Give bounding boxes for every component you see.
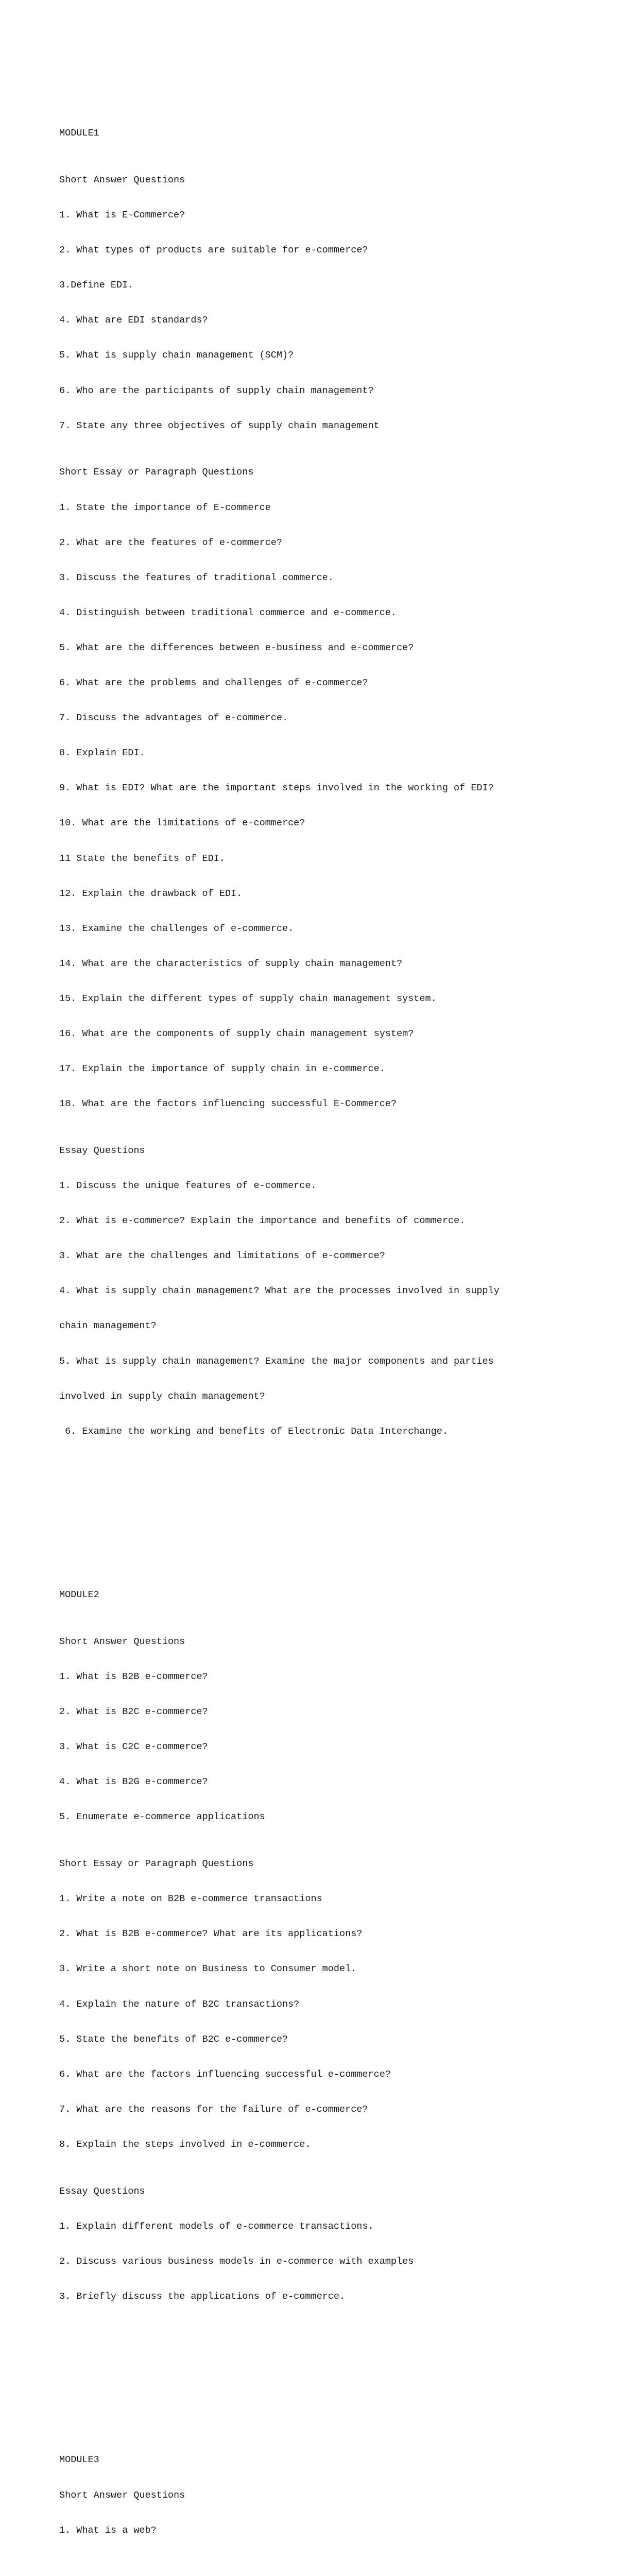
question: 1. What is a web? <box>59 2524 157 2536</box>
question: 3. What is C2C e-commerce? <box>59 1741 208 1753</box>
question: 5. Enumerate e-commerce applications <box>59 1811 265 1823</box>
question: 8. Explain EDI. <box>59 748 145 759</box>
question: 2. What is B2C e-commerce? <box>59 1706 208 1718</box>
section-heading: Essay Questions <box>59 1145 145 1156</box>
module-spacer <box>59 1496 574 1519</box>
question: 11 State the benefits of EDI. <box>59 853 225 864</box>
question: 4. Explain the nature of B2C transactions? <box>59 1998 300 2010</box>
question: 2. What is e-commerce? Explain the importance and benefits of commerce. <box>59 1215 466 1227</box>
question: 3. What are the challenges and limitations of e-commerce? <box>59 1250 385 1262</box>
question: 3. Write a short note on Business to Consumer model. <box>59 1963 357 1975</box>
question: 18. What are the factors influencing successful E-Commerce? <box>59 1098 397 1110</box>
module-title: MODULE3 <box>59 2454 99 2466</box>
question: 1. Explain different models of e-commerce transactions. <box>59 2221 374 2232</box>
question: 3. Discuss the features of traditional commerce. <box>59 572 334 583</box>
question: 1. What is B2B e-commerce? <box>59 1671 208 1683</box>
question: 2. What is B2B e-commerce? What are its applications? <box>59 1928 363 1940</box>
question: 3. Briefly discuss the applications of e-commerce. <box>59 2291 346 2302</box>
question: 6. Examine the working and benefits of Electronic Data Interchange. <box>59 1426 448 1437</box>
question: 3.Define EDI. <box>59 280 134 291</box>
module-3 <box>59 2431 574 2560</box>
section-heading: Short Answer Questions <box>59 175 185 186</box>
question: 1. State the importance of E-commerce <box>59 502 271 513</box>
question: 13. Examine the challenges of e-commerce. <box>59 923 294 934</box>
question: 4. What are EDI standards? <box>59 315 208 326</box>
section-heading: Short Essay or Paragraph Questions <box>59 467 254 478</box>
module-title: MODULE2 <box>59 1589 99 1601</box>
question: 2. What types of products are suitable for e-commerce? <box>59 245 368 256</box>
question: 1. What is E-Commerce? <box>59 210 185 221</box>
question: 10. What are the limitations of e-commerce? <box>59 818 305 829</box>
section-heading: Essay Questions <box>59 2185 145 2197</box>
question: 4. What is B2G e-commerce? <box>59 1776 208 1788</box>
section-heading: Short Answer Questions <box>59 1636 185 1647</box>
question: 4. What is supply chain management? What are the processes involved in supply <box>59 1285 500 1297</box>
module-spacer <box>59 2361 574 2384</box>
section-heading: Short Essay or Paragraph Questions <box>59 1858 254 1870</box>
question: 4. Distinguish between traditional commerce and e-commerce. <box>59 607 397 618</box>
module-1 <box>59 105 574 1461</box>
question: 5. State the benefits of B2C e-commerce? <box>59 2033 288 2045</box>
question: 5. What is supply chain management (SCM)? <box>59 350 294 361</box>
question: 6. Who are the participants of supply chain management? <box>59 385 374 396</box>
question: 7. Discuss the advantages of e-commerce. <box>59 713 288 724</box>
question: 14. What are the characteristics of supply chain management? <box>59 958 403 969</box>
question: 16. What are the components of supply chain management system? <box>59 1028 414 1039</box>
section-heading: Short Answer Questions <box>59 2489 185 2501</box>
question: 1. Discuss the unique features of e-commerce. <box>59 1180 317 1192</box>
question: 9. What is EDI? What are the important steps involved in the working of EDI? <box>59 783 494 794</box>
question: 7. State any three objectives of supply chain management <box>59 420 380 431</box>
question: 2. Discuss various business models in e-commerce with examples <box>59 2256 414 2267</box>
question: 6. What are the problems and challenges of e-commerce? <box>59 677 368 689</box>
question: 1. Write a note on B2B e-commerce transactions <box>59 1893 322 1905</box>
question: 12. Explain the drawback of EDI. <box>59 888 243 899</box>
question: 5. What is supply chain management? Examine the major components and parties <box>59 1355 494 1367</box>
question: 2. What are the features of e-commerce? <box>59 537 282 548</box>
question: 6. What are the factors influencing successful e-commerce? <box>59 2069 391 2080</box>
document-page <box>59 58 574 2576</box>
module-2 <box>59 1566 574 2326</box>
question: 15. Explain the different types of supply chain management system. <box>59 993 437 1004</box>
question: 8. Explain the steps involved in e-commerce. <box>59 2139 311 2150</box>
question-continuation: involved in supply chain management? <box>59 1391 265 1402</box>
module-title: MODULE1 <box>59 128 99 139</box>
question: 7. What are the reasons for the failure of e-commerce? <box>59 2104 368 2115</box>
question: 5. What are the differences between e-business and e-commerce? <box>59 642 414 653</box>
question-continuation: chain management? <box>59 1320 157 1332</box>
question: 17. Explain the importance of supply chain in e-commerce. <box>59 1063 385 1075</box>
